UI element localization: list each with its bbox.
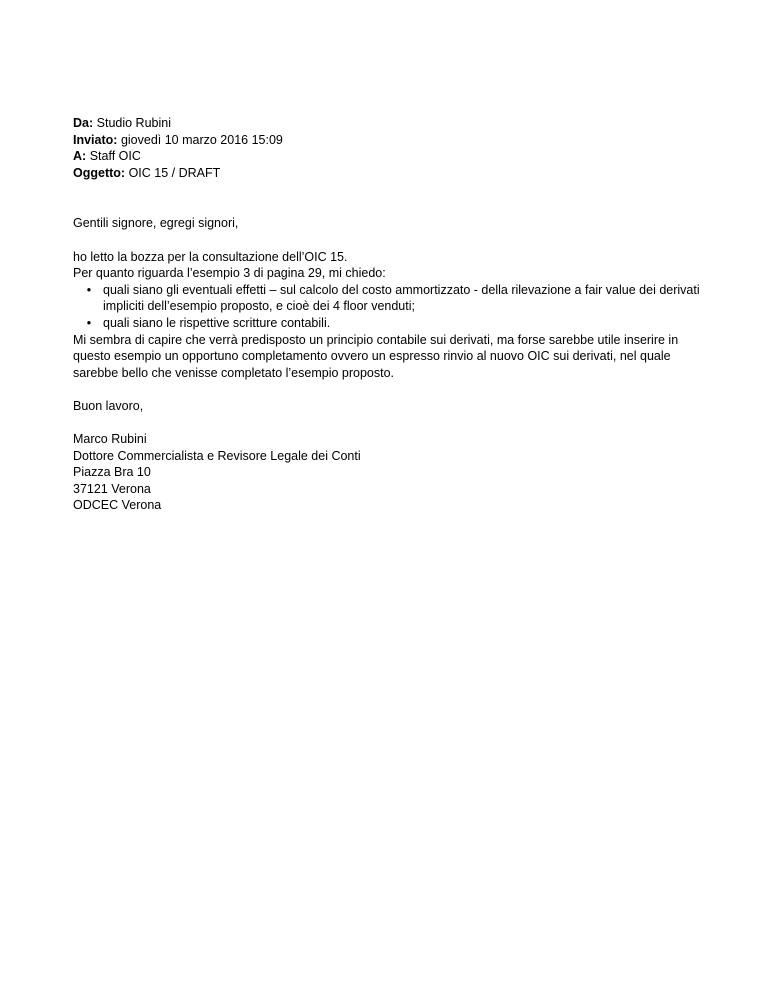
from-line: [73, 115, 713, 132]
sent-line: [73, 132, 713, 149]
bullet-icon: •: [86, 315, 92, 330]
list-item-text: quali siano gli eventuali effetti – sul calcolo del costo ammortizzato - della rilevazione a fair value dei derivati impliciti dell’esempio proposto, e cioè dei 4 floor venduti;: [103, 282, 700, 314]
to-line: [73, 148, 713, 165]
signature-address-city: 37121 Verona: [73, 481, 151, 496]
list-item: [73, 315, 713, 332]
subject-value: OIC 15 / DRAFT: [128, 165, 221, 180]
question-list: [73, 282, 713, 332]
subject-line: [73, 165, 713, 182]
signature-block: [73, 431, 713, 514]
from-value: Studio Rubini: [96, 116, 171, 130]
signature-address-street: Piazza Bra 10: [73, 465, 151, 480]
from-label: Da:: [73, 116, 94, 130]
bullet-icon: •: [86, 282, 92, 297]
sent-label: Inviato:: [73, 132, 118, 147]
signature-name: Marco Rubini: [73, 432, 147, 447]
signature-organization: ODCEC Verona: [73, 498, 162, 513]
closing-paragraph: Mi sembra di capire che verrà predisposto un principio contabile sui derivati, ma forse sarebbe utile inserire in questo esempio un opportuno completamento ovvero un espresso rinvio al nuovo OIC sui derivati, nel quale sarebbe bello che venisse completato l’esempio proposto.: [73, 332, 679, 380]
to-value: Staff OIC: [89, 149, 141, 164]
signature-title: Dottore Commercialista e Revisore Legale dei Conti: [73, 448, 361, 463]
greeting: Gentili signore, egregi signori,: [73, 216, 239, 231]
subject-label: Oggetto:: [73, 165, 126, 180]
list-item-text: quali siano le rispettive scritture contabili.: [103, 315, 331, 330]
sent-value: giovedì 10 marzo 2016 15:09: [120, 132, 283, 147]
intro-line-2: Per quanto riguarda l’esempio 3 di pagina 29, mi chiedo:: [73, 266, 386, 281]
intro-line-1: ho letto la bozza per la consultazione dell’OIC 15.: [73, 249, 348, 264]
email-document: [73, 115, 713, 514]
email-header: [73, 115, 713, 181]
to-label: A:: [73, 149, 87, 164]
list-item: [73, 282, 713, 315]
sign-off: Buon lavoro,: [73, 398, 144, 413]
